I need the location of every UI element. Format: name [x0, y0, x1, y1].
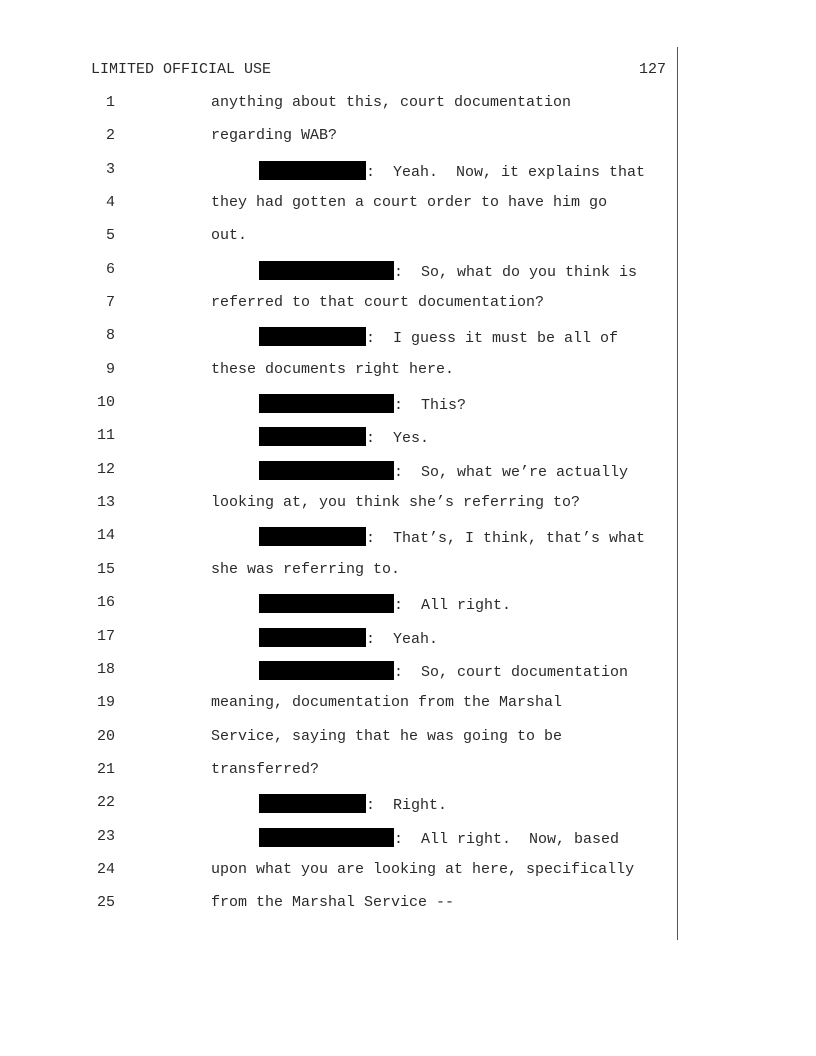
redacted-speaker-name — [259, 327, 366, 346]
transcript-line — [0, 294, 816, 327]
transcript-line — [0, 194, 816, 227]
line-number: 18 — [96, 660, 115, 678]
transcript-line — [0, 127, 816, 160]
line-text: these documents right here. — [211, 360, 455, 378]
line-text: transferred? — [211, 760, 320, 778]
line-number: 12 — [96, 460, 115, 478]
speaker-turn — [259, 461, 628, 481]
redacted-speaker-name — [259, 794, 366, 813]
line-number: 3 — [105, 160, 115, 178]
speaker-turn — [259, 594, 511, 614]
speaker-turn — [259, 161, 645, 181]
transcript-line — [0, 394, 816, 427]
line-number: 23 — [96, 827, 115, 845]
speaker-line-text: : I guess it must be all of — [366, 330, 619, 348]
line-number: 19 — [96, 694, 115, 712]
transcript-line — [0, 94, 816, 127]
line-text: upon what you are looking at here, specifically — [211, 860, 635, 878]
transcript-line — [0, 261, 816, 294]
transcript-lines — [0, 94, 816, 928]
transcript-line — [0, 361, 816, 394]
transcript-line — [0, 761, 816, 794]
speaker-turn — [259, 394, 466, 414]
line-number: 7 — [105, 294, 115, 312]
speaker-turn — [259, 794, 447, 814]
line-number: 4 — [105, 194, 115, 212]
line-text: anything about this, court documentation — [211, 94, 572, 111]
speaker-turn — [259, 261, 637, 281]
page-number: 127 — [638, 61, 666, 78]
transcript-line — [0, 594, 816, 627]
speaker-line-text: : Yeah. Now, it explains that — [366, 163, 646, 181]
redacted-speaker-name — [259, 427, 366, 446]
line-number: 9 — [105, 360, 115, 378]
transcript-line — [0, 794, 816, 827]
line-number: 14 — [96, 527, 115, 545]
classification-header: LIMITED OFFICIAL USE — [91, 61, 272, 78]
line-number: 2 — [105, 127, 115, 145]
transcript-line — [0, 227, 816, 260]
speaker-turn — [259, 527, 645, 547]
transcript-line — [0, 161, 816, 194]
transcript-line — [0, 427, 816, 460]
speaker-line-text: : This? — [394, 397, 467, 415]
transcript-line — [0, 661, 816, 694]
redacted-speaker-name — [259, 161, 366, 180]
speaker-line-text: : All right. — [394, 597, 512, 615]
line-number: 10 — [96, 394, 115, 412]
redacted-speaker-name — [259, 527, 366, 546]
speaker-line-text: : So, what we’re actually — [394, 463, 629, 481]
line-number: 15 — [96, 560, 115, 578]
speaker-turn — [259, 427, 429, 447]
line-number: 13 — [96, 494, 115, 512]
line-text: out. — [211, 227, 248, 245]
transcript-line — [0, 327, 816, 360]
line-number: 1 — [105, 94, 115, 111]
line-text: they had gotten a court order to have him go — [211, 194, 608, 212]
redacted-speaker-name — [259, 594, 394, 613]
speaker-line-text: : All right. Now, based — [394, 830, 620, 848]
line-number: 25 — [96, 894, 115, 912]
line-text: meaning, documentation from the Marshal — [211, 694, 563, 712]
line-number: 8 — [105, 327, 115, 345]
speaker-line-text: : So, what do you think is — [394, 263, 638, 281]
line-number: 20 — [96, 727, 115, 745]
speaker-turn — [259, 327, 618, 347]
line-number: 5 — [105, 227, 115, 245]
speaker-line-text: : That’s, I think, that’s what — [366, 530, 646, 548]
line-number: 6 — [105, 260, 115, 278]
redacted-speaker-name — [259, 628, 366, 647]
redacted-speaker-name — [259, 828, 394, 847]
transcript-line — [0, 461, 816, 494]
line-number: 16 — [96, 594, 115, 612]
redacted-speaker-name — [259, 461, 394, 480]
line-text: regarding WAB? — [211, 127, 338, 145]
line-number: 24 — [96, 860, 115, 878]
speaker-line-text: : Right. — [366, 797, 448, 815]
transcript-line — [0, 694, 816, 727]
speaker-line-text: : So, court documentation — [394, 663, 629, 681]
redacted-speaker-name — [259, 394, 394, 413]
redacted-speaker-name — [259, 261, 394, 280]
transcript-line — [0, 628, 816, 661]
speaker-turn — [259, 661, 628, 681]
line-text: looking at, you think she’s referring to? — [211, 494, 581, 512]
speaker-line-text: : Yes. — [366, 430, 430, 448]
redacted-speaker-name — [259, 661, 394, 680]
line-number: 17 — [96, 627, 115, 645]
speaker-line-text: : Yeah. — [366, 630, 439, 648]
line-text: referred to that court documentation? — [211, 294, 545, 312]
speaker-turn — [259, 828, 619, 848]
transcript-line — [0, 861, 816, 894]
transcript-line — [0, 728, 816, 761]
transcript-line — [0, 527, 816, 560]
line-text: from the Marshal Service -- — [211, 894, 455, 912]
speaker-turn — [259, 628, 438, 648]
transcript-line — [0, 561, 816, 594]
line-text: Service, saying that he was going to be — [211, 727, 563, 745]
line-number: 22 — [96, 794, 115, 812]
transcript-line — [0, 494, 816, 527]
line-number: 21 — [96, 760, 115, 778]
line-number: 11 — [96, 427, 115, 445]
line-text: she was referring to. — [211, 560, 401, 578]
transcript-line — [0, 894, 816, 927]
transcript-line — [0, 828, 816, 861]
